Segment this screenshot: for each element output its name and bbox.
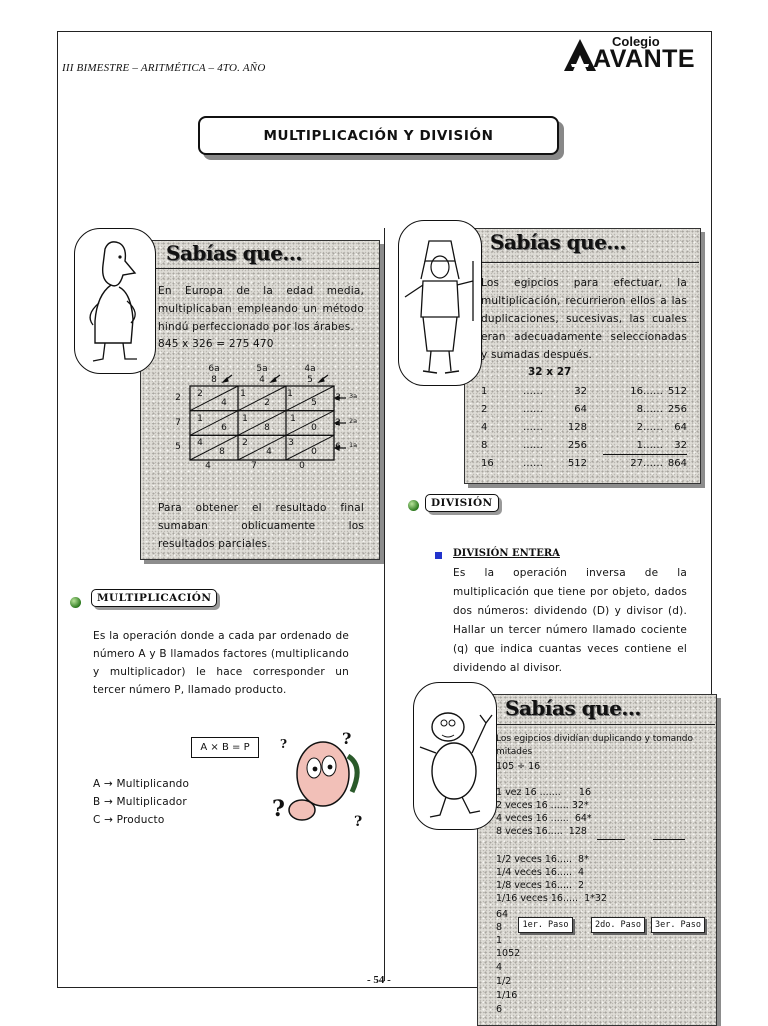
box3-half-line: 1/8 veces 16..... 2	[496, 880, 585, 891]
sabias-underline-3	[494, 724, 715, 725]
cell-c: 8	[636, 404, 643, 415]
box3-intro: Los egipcios dividían duplicando y tomando mitades	[496, 734, 694, 757]
cell-a: 16	[481, 458, 494, 469]
lattice-bottom-digit: 4	[205, 461, 211, 471]
green-bullet-icon	[70, 597, 81, 608]
lattice-cell-digit: 1	[242, 414, 248, 424]
cell-c: 27	[630, 458, 643, 469]
lattice-cell-digit: 8	[219, 447, 225, 457]
sabias-underline-1	[155, 268, 379, 269]
box3-operation: 105 ÷ 16	[496, 761, 541, 772]
box3-half-line: 1/2 veces 16..... 8*	[496, 854, 589, 865]
box3-tail: 1	[496, 935, 503, 946]
svg-text:?: ?	[280, 737, 288, 751]
lattice-cell-digit: 0	[311, 447, 317, 457]
table-row: 8 …… 256 1 …… 32	[481, 437, 687, 455]
lattice-cell-digit: 4	[221, 398, 227, 408]
table-row: 16 …… 512 27 …… 864	[481, 455, 687, 473]
box3-tail: 6	[496, 1004, 503, 1015]
page-number: - 54 -	[367, 974, 391, 986]
cell-c: 16	[630, 386, 643, 397]
multiplicacion-text: Es la operación donde a cada par ordenado de número A y B llamados factores (multiplicando y multiplicador) le hace corresponder un tercer número P, llamado producto.	[93, 630, 349, 696]
paso-2-box: 2do. Paso	[591, 917, 645, 933]
cell-b: 32	[574, 386, 587, 397]
sabias-heading-2: Sabías que...	[490, 230, 626, 254]
lattice-cell-digit: 6	[221, 423, 227, 433]
formula-box: A × B = P	[191, 737, 259, 758]
pharaoh-icon	[399, 221, 481, 385]
cell-a: 2	[481, 404, 488, 415]
lattice-cell-digit: 1	[287, 389, 293, 399]
cell-b: 256	[567, 440, 587, 451]
box1-text: En Europa de la edad media, multiplicaban empleando un método hindú perfeccionado por los árabes.	[158, 285, 364, 333]
lattice-top-digit: 4	[259, 375, 265, 385]
box3-tail: 1/2	[496, 976, 512, 987]
multiplicacion-item: A → Multiplicando	[93, 778, 190, 790]
box2-text: Los egipcios para efectuar, la multiplicación, recurrieron ellos a las duplicaciones, sucesivas, las cuales eran adecuadamente seleccionadas y sumadas después.	[481, 277, 687, 361]
lattice-right-digit: 2	[335, 418, 341, 428]
lattice-left-digit: 7	[175, 418, 181, 428]
lattice-left-digit: 2	[175, 393, 181, 403]
logo-avante-text: AVANTE	[593, 45, 696, 73]
lattice-cell-digit: 1	[290, 414, 296, 424]
cell-d: 512	[667, 386, 687, 397]
lattice-right-order: 2a	[348, 417, 358, 425]
box1-footer: Para obtener el resultado final sumaban oblicuamente los resultados parciales.	[158, 502, 364, 550]
box3-tail: 1052	[496, 948, 521, 959]
lattice-top-order: 5a	[256, 364, 268, 374]
box3-duplication-line: 4 veces 16 ...... 64*	[496, 813, 592, 824]
box3-half-line: 1/16 veces 16..... 1*32	[496, 893, 607, 904]
cell-a: 4	[481, 422, 488, 433]
lattice-cell-digit: 2	[264, 398, 270, 408]
box3-tail: 64	[496, 909, 509, 920]
lattice-cell-digit: 2	[197, 389, 203, 399]
blue-square-bullet-icon	[435, 552, 442, 559]
lattice-bottom-digit: 0	[299, 461, 305, 471]
lattice-cell-digit: 0	[311, 423, 317, 433]
division-text: Es la operación inversa de la multiplicación que tiene por objeto, dados dos números: dividendo (D) y divisor (d). Hallar un tercer número llamado cociente (q) que indica cuantas veces contiene el dividendo al divisor.	[453, 567, 687, 674]
multiplicacion-item: B → Multiplicador	[93, 796, 187, 808]
course-header: III BIMESTRE – ARITMÉTICA – 4TO. AÑO	[62, 62, 266, 74]
box3-duplication-line: 1 vez 16 ....... 16	[496, 787, 591, 798]
cell-a: 8	[481, 440, 488, 451]
lattice-right-digit: 3	[335, 393, 341, 403]
box3-duplication-line: 2 veces 16 ...... 32*	[496, 800, 589, 811]
thinking-man-icon	[75, 229, 155, 373]
division-label: DIVISIÓN	[425, 494, 499, 512]
logo-colegio-text: Colegio	[612, 34, 660, 49]
lattice-cell-digit: 1	[240, 389, 246, 399]
cell-a: 1	[481, 386, 488, 397]
cartoon-bubble-2	[398, 220, 482, 386]
cell-d: 864	[667, 458, 687, 469]
sabias-underline-2	[480, 262, 699, 263]
table-row: 2 …… 64 8 …… 256	[481, 401, 687, 419]
box3-tail: 4	[496, 962, 503, 973]
cell-c: 1	[636, 440, 643, 451]
svg-text:?: ?	[354, 814, 363, 830]
page-title: MULTIPLICACIÓN Y DIVISIÓN	[198, 116, 559, 155]
green-bullet-icon	[408, 500, 419, 511]
division-subtitle: DIVISIÓN ENTERA	[453, 548, 560, 559]
cell-b: 128	[567, 422, 587, 433]
blank-line	[653, 839, 685, 840]
cell-d: 256	[667, 404, 687, 415]
lattice-cell-digit: 5	[311, 398, 317, 408]
lattice-cell-digit: 4	[197, 438, 203, 448]
cell-b: 64	[574, 404, 587, 415]
sabias-heading-1: Sabías que...	[166, 241, 302, 265]
dancing-man-icon	[414, 683, 496, 829]
lattice-top-digit: 5	[307, 375, 313, 385]
column-divider	[384, 228, 385, 981]
lattice-right-order: 3a	[348, 392, 358, 400]
cell-b: 512	[567, 458, 587, 469]
table-row: 1 …… 32 16 …… 512	[481, 383, 687, 401]
table-row: 4 …… 128 2 …… 64	[481, 419, 687, 437]
avante-logo-icon	[563, 38, 597, 72]
cell-d: 64	[674, 422, 687, 433]
lattice-bottom-digit: 7	[251, 461, 257, 471]
sum-line	[603, 454, 687, 455]
multiplicacion-label: MULTIPLICACIÓN	[91, 589, 217, 607]
box1-equation: 845 x 326 = 275 470	[158, 338, 274, 350]
cartoon-bubble-1	[74, 228, 156, 374]
box3-tail: 8	[496, 922, 503, 933]
lattice-left-digit: 5	[175, 442, 181, 452]
sabias-heading-3: Sabías que...	[505, 696, 641, 720]
confused-face-icon	[268, 726, 374, 836]
svg-text:?: ?	[342, 729, 352, 748]
cell-d: 32	[674, 440, 687, 451]
lattice-cell-digit: 3	[288, 438, 294, 448]
box3-duplication-line: 8 veces 16..... 128	[496, 826, 587, 837]
egyptian-mult-table	[481, 383, 687, 473]
box3-tail: 1/16	[496, 990, 518, 1001]
lattice-top-digit: 8	[211, 375, 217, 385]
lattice-right-order: 1a	[348, 441, 358, 449]
cartoon-bubble-3	[413, 682, 497, 830]
box3-half-line: 1/4 veces 16..... 4	[496, 867, 585, 878]
lattice-cell-digit: 8	[264, 423, 270, 433]
blank-line	[597, 839, 625, 840]
lattice-top-order: 4a	[304, 364, 316, 374]
lattice-cell-digit: 2	[242, 438, 248, 448]
lattice-cell-digit: 4	[266, 447, 272, 457]
svg-text:?: ?	[272, 796, 285, 822]
paso-3-box: 3er. Paso	[651, 917, 705, 933]
lattice-right-digit: 6	[335, 442, 341, 452]
lattice-cell-digit: 1	[197, 414, 203, 424]
box2-operation: 32 x 27	[528, 366, 572, 378]
multiplicacion-item: C → Producto	[93, 814, 165, 826]
cell-c: 2	[636, 422, 643, 433]
lattice-top-order: 6a	[208, 364, 220, 374]
paso-1-box: 1er. Paso	[518, 917, 573, 933]
